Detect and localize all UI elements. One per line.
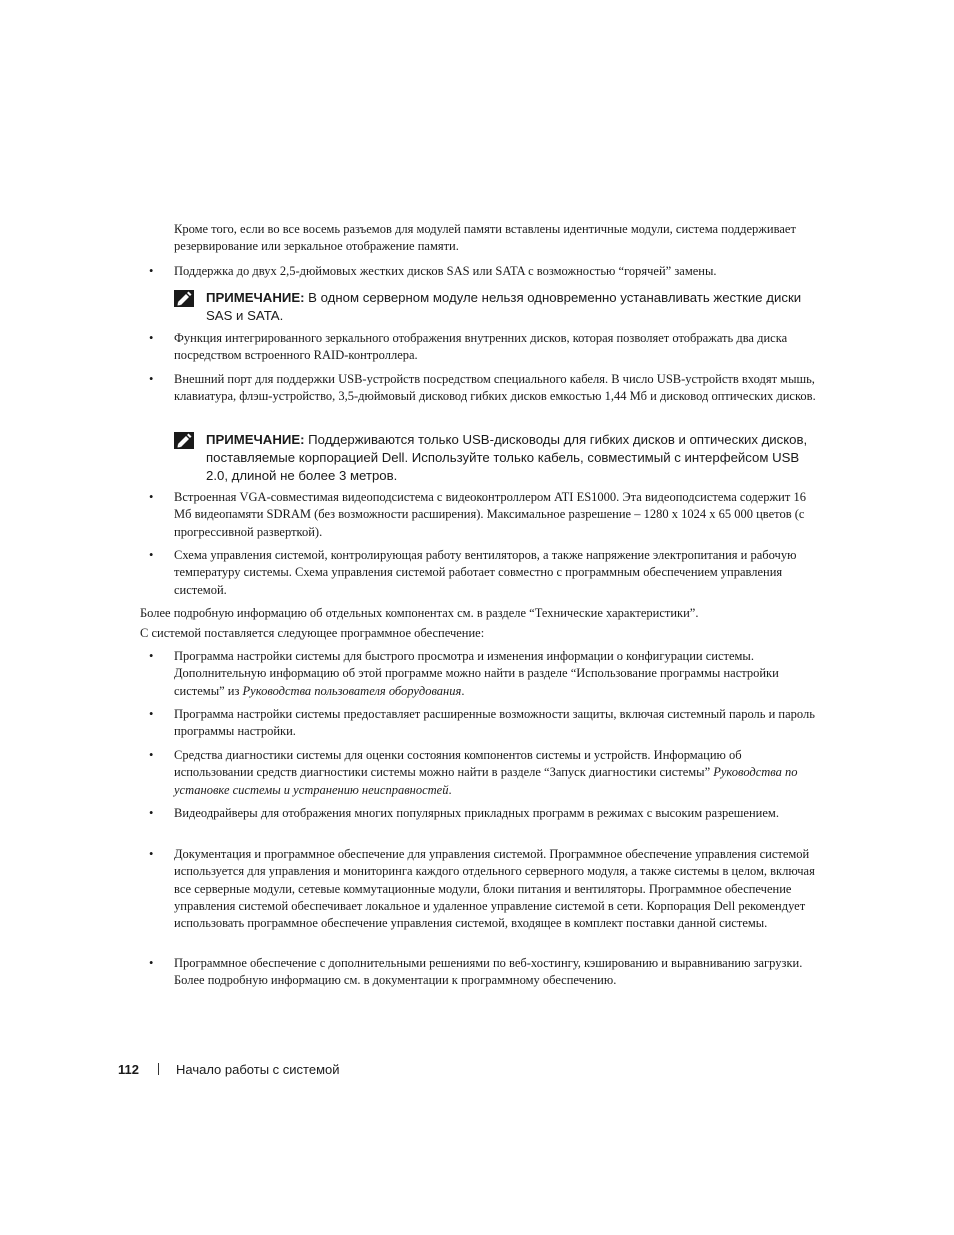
bullet-mark: • [149,847,154,861]
note-icon [174,432,194,449]
note-text [206,289,816,325]
italic-reference: Руководства по установке системы и устранению неисправностей [174,765,798,797]
list-item-text: Видеодрайверы для отображения многих популярных прикладных программ в режимах с высоким разрешением. [174,806,779,820]
bullet-mark: • [149,490,154,504]
bullet-mark: • [149,748,154,762]
bullet-mark: • [149,806,154,820]
bullet-mark: • [149,956,154,970]
bullet-mark: • [149,264,154,278]
italic-reference: Руководства пользователя оборудования [242,683,462,698]
list-item-text: Программное обеспечение с дополнительными решениями по веб-хостингу, кэшированию и выравниванию загрузки. Более подробную информацию см. в документации к программному обеспечению. [174,956,803,988]
list-item-text: Программа настройки системы предоставляет расширенные возможности защиты, включая системный пароль и пароль программы настройки. [174,707,815,739]
paragraph: С системой поставляется следующее программное обеспечение: [140,626,485,640]
list-item-text: Средства диагностики системы для оценки состояния компонентов системы и устройств. Информацию об использовании средств диагностики системы можно найти в разделе “Запуск диагностики системы” Руководства по установке системы и устранению неисправностей. [174,748,798,797]
intro-paragraph: Кроме того, если во все восемь разъемов для модулей памяти вставлены идентичные модули, система поддерживает резервирование или зеркальное отображение памяти. [174,222,796,254]
footer-divider [158,1063,159,1075]
list-item-text: Программа настройки системы для быстрого просмотра и изменения информации о конфигурации системы. Дополнительную информацию об этой программе можно найти в разделе “Использование программы настройки системы” из Руководства пользователя оборудования. [174,649,779,698]
paragraph: Более подробную информацию об отдельных компонентах см. в разделе “Технические характеристики”. [140,606,699,620]
page-number: 112 [118,1062,139,1077]
bullet-mark: • [149,331,154,345]
note-label: ПРИМЕЧАНИЕ: [206,432,305,447]
page-footer [118,1061,340,1081]
list-item-text: Документация и программное обеспечение для управления системой. Программное обеспечение управления системой используется для управления и мониторинга каждого отдельного серверного модуля, а также системы в целом, включая все серверные модули, сетевые коммутационные модули, блоки питания и вентиляторы. Программное обеспечение управления системой обеспечивает локальное и удаленное управление системой в сети. Корпорация Dell рекомендует использовать программное обеспечение управления системой, входящее в комплект поставки данной системы. [174,847,815,931]
note-body: Поддерживаются только USB-дисководы для гибких дисков и оптических дисков, поставляемые корпорацией Dell. Используйте только кабель, совместимый с интерфейсом USB 2.0, длиной не более 3 метров. [206,432,808,483]
list-item-text: Функция интегрированного зеркального отображения внутренних дисков, которая позволяет отображать два диска посредством встроенного RAID-контроллера. [174,331,788,363]
note-text [206,431,816,485]
list-item-text: Внешний порт для поддержки USB-устройств посредством специального кабеля. В число USB-устройств входят мышь, клавиатура, флэш-устройство, 3,5-дюймовый дисковод гибких дисков емкостью 1,44 Мб и дисковод оптических дисков. [174,372,816,404]
bullet-mark: • [149,649,154,663]
list-item-text: Встроенная VGA-совместимая видеоподсистема с видеоконтроллером ATI ES1000. Эта видеоподсистема содержит 16 Мб видеопамяти SDRAM (без возможности расширения). Максимальное разрешение – 1280 x 1024 x 65 000 цветов (с прогрессивной разверткой). [174,490,806,539]
note-icon [174,290,194,307]
bullet-mark: • [149,707,154,721]
list-item-text: Поддержка до двух 2,5-дюймовых жестких дисков SAS или SATA с возможностью “горячей” замены. [174,264,717,278]
note-body: В одном серверном модуле нельзя одновременно устанавливать жесткие диски SAS и SATA. [206,290,802,323]
note-label: ПРИМЕЧАНИЕ: [206,290,305,305]
bullet-mark: • [149,372,154,386]
bullet-mark: • [149,548,154,562]
chapter-title: Начало работы с системой [175,1062,340,1077]
list-item-text: Схема управления системой, контролирующая работу вентиляторов, а также напряжение электропитания и рабочую температуру системы. Схема управления системой работает совместно с программным обеспечением управления системой. [174,548,797,597]
